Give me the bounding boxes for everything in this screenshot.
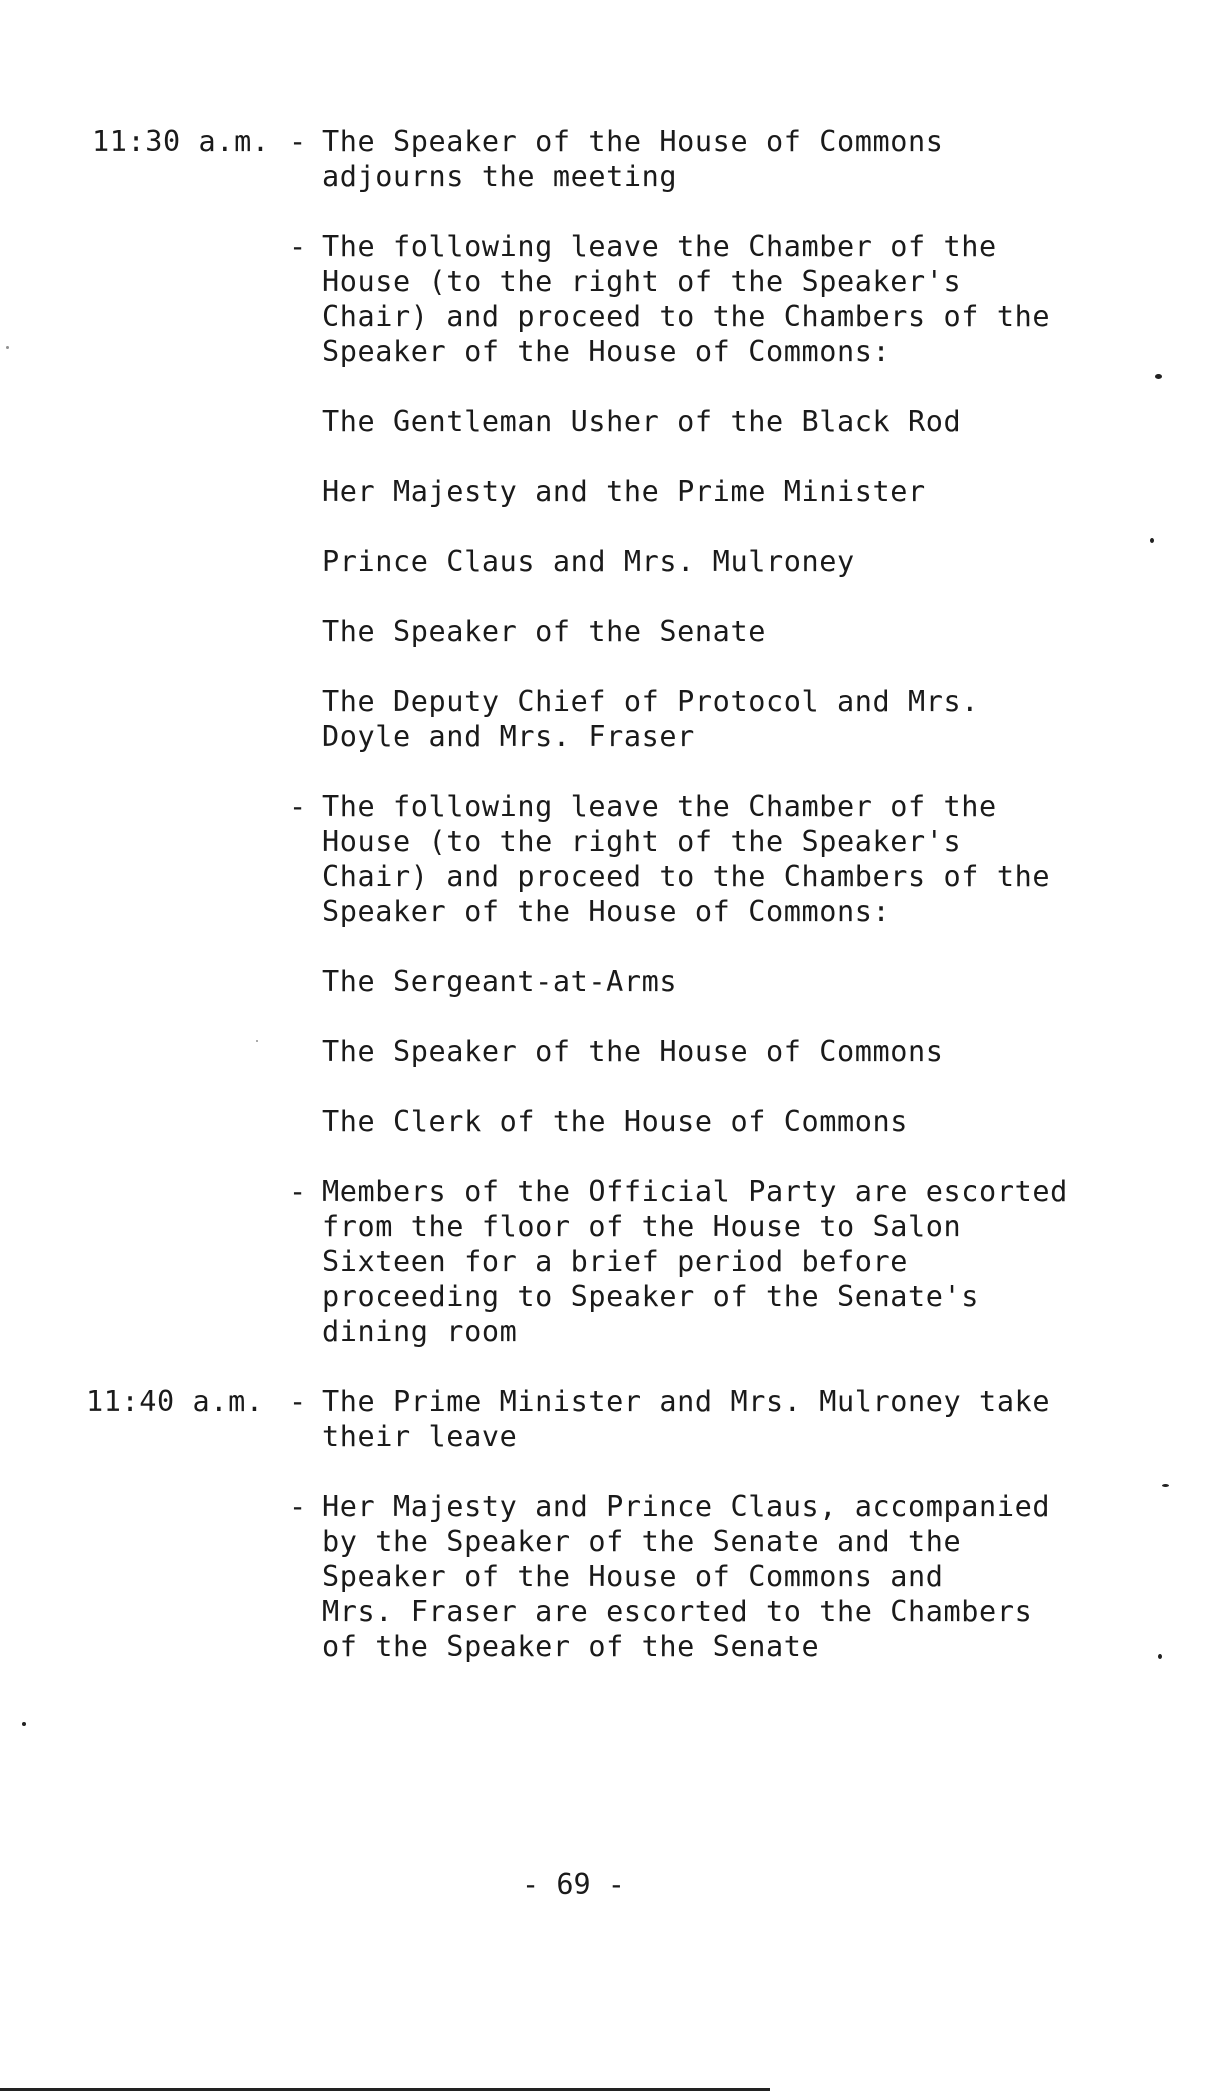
bullet-dash: -: [289, 230, 307, 263]
entry-line: Her Majesty and Prince Claus, accompanied: [322, 1490, 1051, 1523]
entry-line: of the Speaker of the Senate: [322, 1630, 820, 1663]
entry-line: The Speaker of the House of Commons: [322, 1035, 944, 1068]
entry-line: from the floor of the House to Salon: [322, 1210, 962, 1243]
entry-line: House (to the right of the Speaker's: [322, 825, 962, 858]
entry-line: Chair) and proceed to the Chambers of the: [322, 860, 1051, 893]
entry-line: proceeding to Speaker of the Senate's: [322, 1280, 980, 1313]
entry-line: House (to the right of the Speaker's: [322, 265, 962, 298]
entry-line: dining room: [322, 1315, 518, 1348]
entry-line: Speaker of the House of Commons:: [322, 335, 891, 368]
entry-line: The Clerk of the House of Commons: [322, 1105, 909, 1138]
bullet-dash: -: [289, 1490, 307, 1523]
scan-speck: [1158, 1654, 1162, 1659]
scan-speck: [22, 1722, 26, 1726]
entry-line: Sixteen for a brief period before: [322, 1245, 909, 1278]
scan-speck: [1162, 1484, 1169, 1487]
entry-line: The Gentleman Usher of the Black Rod: [322, 405, 962, 438]
entry-line: Mrs. Fraser are escorted to the Chambers: [322, 1595, 1033, 1628]
entry-line: The Deputy Chief of Protocol and Mrs.: [322, 685, 980, 718]
time-label: 11:40 a.m.: [86, 1385, 264, 1418]
entry-line: The following leave the Chamber of the: [322, 790, 997, 823]
entry-line: The Sergeant-at-Arms: [322, 965, 678, 998]
entry-line: The Speaker of the Senate: [322, 615, 766, 648]
scan-speck: [1155, 374, 1162, 379]
entry-line: their leave: [322, 1420, 518, 1453]
entry-line: The following leave the Chamber of the: [322, 230, 997, 263]
bullet-dash: -: [289, 125, 307, 158]
entry-line: Members of the Official Party are escorted: [322, 1175, 1068, 1208]
entry-line: Speaker of the House of Commons:: [322, 895, 891, 928]
entry-line: Doyle and Mrs. Fraser: [322, 720, 695, 753]
bullet-dash: -: [289, 1175, 307, 1208]
entry-line: The Speaker of the House of Commons: [322, 125, 944, 158]
time-label: 11:30 a.m.: [92, 125, 270, 158]
bullet-dash: -: [289, 790, 307, 823]
page-number: - 69 -: [522, 1868, 625, 1901]
scan-speck: [1150, 538, 1154, 543]
entry-line: Prince Claus and Mrs. Mulroney: [322, 545, 855, 578]
scan-speck: [256, 1040, 258, 1042]
entry-line: by the Speaker of the Senate and the: [322, 1525, 962, 1558]
entry-line: Her Majesty and the Prime Minister: [322, 475, 926, 508]
bottom-rule: [0, 2088, 770, 2091]
entry-line: Chair) and proceed to the Chambers of the: [322, 300, 1051, 333]
entry-line: Speaker of the House of Commons and: [322, 1560, 944, 1593]
entry-line: The Prime Minister and Mrs. Mulroney take: [322, 1385, 1051, 1418]
scan-speck: [6, 346, 9, 349]
entry-line: adjourns the meeting: [322, 160, 678, 193]
bullet-dash: -: [289, 1385, 307, 1418]
